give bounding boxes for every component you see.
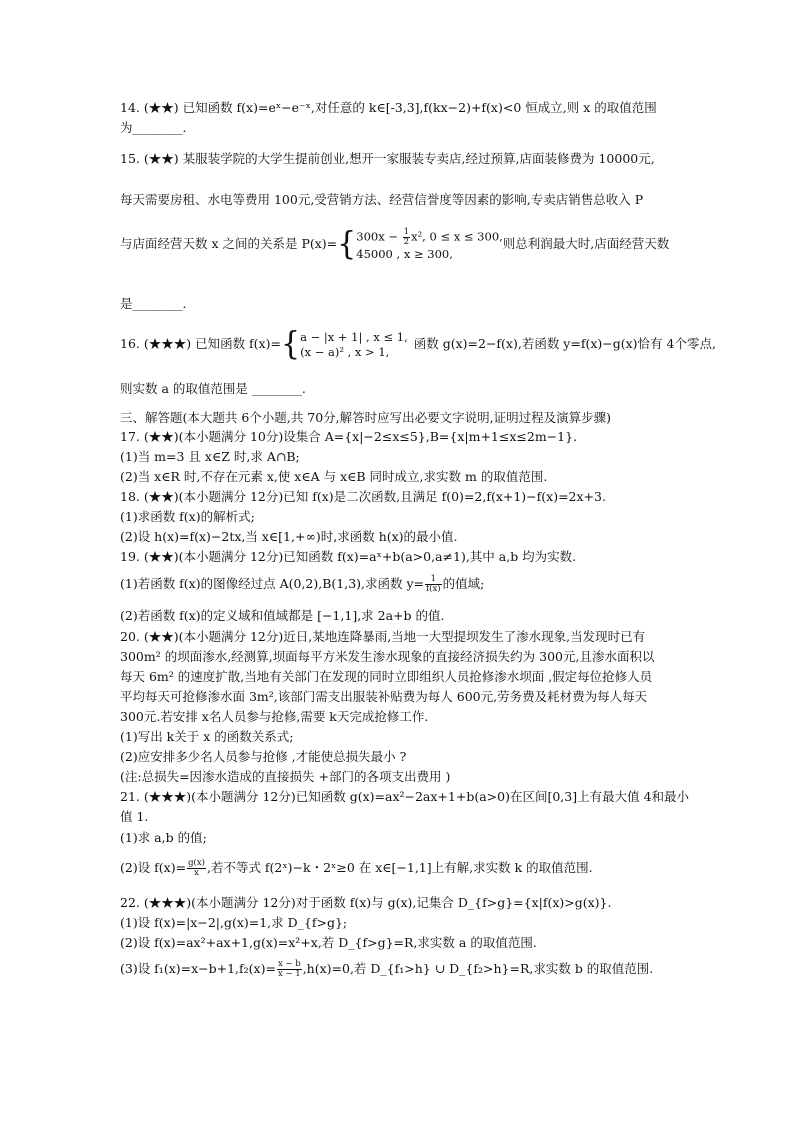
q21-frac-den: x: [194, 868, 199, 878]
q20-line3: 每天 6m² 的速度扩散,当地有关部门在发现的同时立即组织人员抢修渗水坝面 ,假定每位抢修人员: [120, 669, 653, 684]
q15-cases: [356, 228, 503, 262]
q20-line4: 平均每天可抢修渗水面 3m²,该部门需支出服装补贴费为每人 600元,劳务费及耗材费为每人每天: [120, 689, 648, 704]
q21-p2-post: ,若不等式 f(2ˣ)−k・2ˣ≥0 在 x∈[−1,1]上有解,求实数 k 的取值范围.: [206, 860, 593, 875]
q19-p1-post: 的值域;: [442, 576, 485, 591]
q15-case1-frac: [403, 228, 410, 247]
q15-frac-den: 2: [403, 236, 410, 247]
q17-part2: (2)当 x∈R 时,不存在元素 x,使 x∈A 与 x∈B 同时成立,求实数 m 的取值范围.: [120, 469, 548, 484]
q19-frac: [425, 575, 442, 594]
q16-pre: 16. (★★★) 已知函数 f(x)=: [120, 336, 281, 351]
q22-part2: (2)设 f(x)=ax²+ax+1,g(x)=x²+x,若 D_{f>g}=R,求实数 a 的取值范围.: [120, 935, 537, 950]
q15-case1-b: x², 0 ≤ x ≤ 300,: [411, 229, 503, 243]
q22-p3-pre: (3)设 f₁(x)=x−b+1,f₂(x)=: [120, 961, 276, 976]
q22-frac-den: x − 1: [277, 969, 301, 979]
q20-part2: (2)应安排多少名人员参与抢修 ,才能使总损失最小 ?: [120, 749, 407, 764]
q15-line3-post: 则总利润最大时,店面经营天数: [502, 236, 670, 251]
q19-p1-pre: (1)若函数 f(x)的图像经过点 A(0,2),B(1,3),求函数 y=: [120, 576, 425, 591]
q18-part1: (1)求函数 f(x)的解析式;: [120, 509, 255, 524]
q21-line1: 21. (★★★)(本小题满分 12分)已知函数 g(x)=ax²−2ax+1+b(a>0)在区间[0,3]上有最大值 4和最小: [120, 789, 690, 804]
q22-title: 22. (★★★)(本小题满分 12分)对于函数 f(x)与 g(x),记集合 D_{f>g}={x|f(x)>g(x)}.: [120, 895, 612, 910]
q18-part2: (2)设 h(x)=f(x)−2tx,当 x∈[1,+∞)时,求函数 h(x)的最小值.: [120, 529, 458, 544]
q15-line2: 每天需要房租、水电等费用 100元,受营销方法、经营信誉度等因素的影响,专卖店销售总收入 P: [120, 192, 644, 207]
q15-line3-pre: 与店面经营天数 x 之间的关系是 P(x)=: [120, 236, 338, 251]
q21-p2-pre: (2)设 f(x)=: [120, 860, 187, 875]
q15-case1-a: 300x −: [356, 229, 402, 243]
q14-line2: 为________.: [120, 120, 187, 135]
q16-case1: a − |x + 1| , x ≤ 1,: [300, 329, 408, 344]
q22-frac: [277, 960, 302, 979]
q15-case1: [356, 228, 503, 247]
q15-brace: {: [337, 225, 357, 263]
q15-line3: [120, 226, 669, 262]
q17-title: 17. (★★)(本小题满分 10分)设集合 A={x|−2≤x≤5},B={x|m+1≤x≤2m−1}.: [120, 429, 578, 444]
q22-p3-post: ,h(x)=0,若 D_{f₁>h} ∪ D_{f₂>h}=R,求实数 b 的取值范围.: [302, 961, 654, 976]
q21-part2: [120, 857, 593, 879]
q16-brace: {: [280, 325, 301, 363]
q16-line1: [120, 326, 716, 362]
q16-cases: [300, 330, 408, 360]
q15-case2: 45000 , x ≥ 300,: [356, 246, 453, 261]
q21-part1: (1)求 a,b 的值;: [120, 830, 207, 845]
q16-line2: 则实数 a 的取值范围是 ________.: [120, 381, 306, 396]
q14-line1: 14. (★★) 已知函数 f(x)=eˣ−e⁻ˣ,对任意的 k∈[-3,3],f(kx−2)+f(x)<0 恒成立,则 x 的取值范围: [120, 100, 657, 115]
q20-note: (注:总损失=因渗水造成的直接损失 +部门的各项支出费用 ): [120, 769, 451, 784]
q19-frac-den: f(x): [426, 584, 441, 594]
section3-heading: 三、解答题(本大题共 6个小题,共 70分,解答时应写出必要文字说明,证明过程及演算步骤): [120, 410, 611, 425]
q16-post: 函数 g(x)=2−f(x),若函数 y=f(x)−g(x)恰有 4个零点,: [413, 336, 716, 351]
q20-line2: 300m² 的坝面渗水,经测算,坝面每平方米发生渗水现象的直接经济损失约为 300元,且渗水面积以: [120, 649, 655, 664]
q21-frac-num: g(x): [188, 858, 205, 868]
q22-frac-num: x − b: [277, 959, 301, 969]
q22-part3: [120, 958, 653, 980]
q21-line2: 值 1.: [120, 809, 149, 824]
q20-line1: 20. (★★)(本小题满分 12分)近日,某地连降暴雨,当地一大型提坝发生了渗水现象,当发现时已有: [120, 629, 646, 644]
q16-case2: (x − a)² , x > 1,: [300, 344, 390, 359]
q19-part1: [120, 573, 484, 595]
q19-part2: (2)若函数 f(x)的定义域和值域都是 [−1,1],求 2a+b 的值.: [120, 608, 445, 623]
q15-frac-num: 1: [403, 226, 410, 237]
q19-title: 19. (★★)(本小题满分 12分)已知函数 f(x)=aˣ+b(a>0,a≠1),其中 a,b 均为实数.: [120, 549, 577, 564]
q20-part1: (1)写出 k关于 x 的函数关系式;: [120, 729, 294, 744]
q15-line4: 是________.: [120, 296, 187, 311]
q17-part1: (1)当 m=3 且 x∈Z 时,求 A∩B;: [120, 449, 300, 464]
q19-frac-num: 1: [425, 575, 442, 585]
q21-frac: [187, 859, 206, 878]
q18-title: 18. (★★)(本小题满分 12分)已知 f(x)是二次函数,且满足 f(0)=2,f(x+1)−f(x)=2x+3.: [120, 489, 606, 504]
q20-line5: 300元.若安排 x名人员参与抢修,需要 k天完成抢修工作.: [120, 709, 429, 724]
q15-line1: 15. (★★) 某服装学院的大学生提前创业,想开一家服装专卖店,经过预算,店面装修费为 10000元,: [120, 151, 655, 166]
q22-part1: (1)设 f(x)=|x−2|,g(x)=1,求 D_{f>g};: [120, 915, 348, 930]
